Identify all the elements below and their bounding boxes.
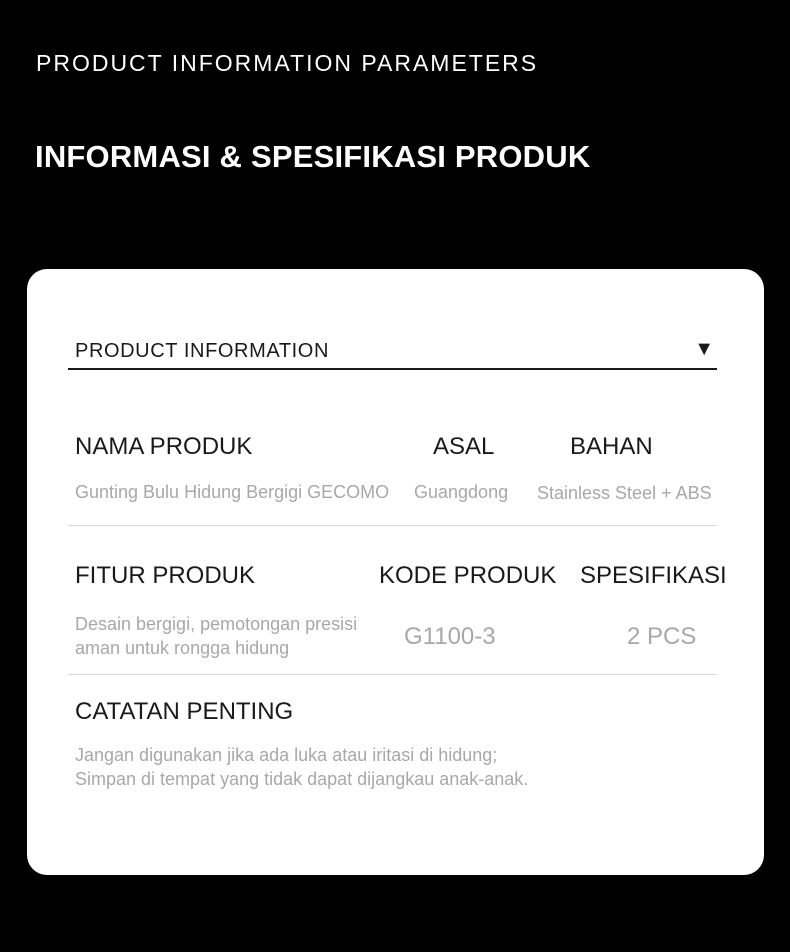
kode-produk-value: G1100-3 — [404, 623, 496, 650]
fitur-produk-label: FITUR PRODUK — [75, 562, 255, 589]
nama-produk-label: NAMA PRODUK — [75, 433, 253, 460]
catatan-penting-line-1: Jangan digunakan jika ada luka atau iritasi di hidung; — [75, 745, 498, 765]
row-divider — [68, 674, 717, 675]
asal-value: Guangdong — [414, 482, 509, 502]
fitur-produk-value-line-1: Desain bergigi, pemotongan presisi — [75, 614, 358, 634]
bahan-value: Stainless Steel + ABS — [537, 483, 712, 503]
fitur-produk-value — [75, 612, 357, 660]
product-info-card — [27, 269, 764, 875]
kode-produk-label: KODE PRODUK — [379, 562, 557, 589]
section-header-label: PRODUCT INFORMATION — [75, 340, 329, 362]
catatan-penting-line-2: Simpan di tempat yang tidak dapat dijangkau anak-anak. — [75, 769, 529, 789]
triangle-down-icon: ▼ — [694, 338, 714, 360]
top-title: PRODUCT INFORMATION PARAMETERS — [36, 50, 539, 76]
spesifikasi-value: 2 PCS — [627, 623, 697, 650]
fitur-produk-value-line-2: aman untuk rongga hidung — [75, 638, 290, 658]
catatan-penting-label: CATATAN PENTING — [75, 698, 294, 725]
row-divider — [68, 525, 717, 526]
product-information-section-header[interactable] — [68, 336, 717, 370]
nama-produk-value: Gunting Bulu Hidung Bergigi GECOMO — [75, 482, 390, 502]
spesifikasi-label: SPESIFIKASI — [580, 562, 727, 589]
main-heading: INFORMASI & SPESIFIKASI PRODUK — [35, 139, 591, 174]
bahan-label: BAHAN — [570, 433, 653, 460]
asal-label: ASAL — [433, 433, 495, 460]
catatan-penting-value — [75, 743, 528, 791]
